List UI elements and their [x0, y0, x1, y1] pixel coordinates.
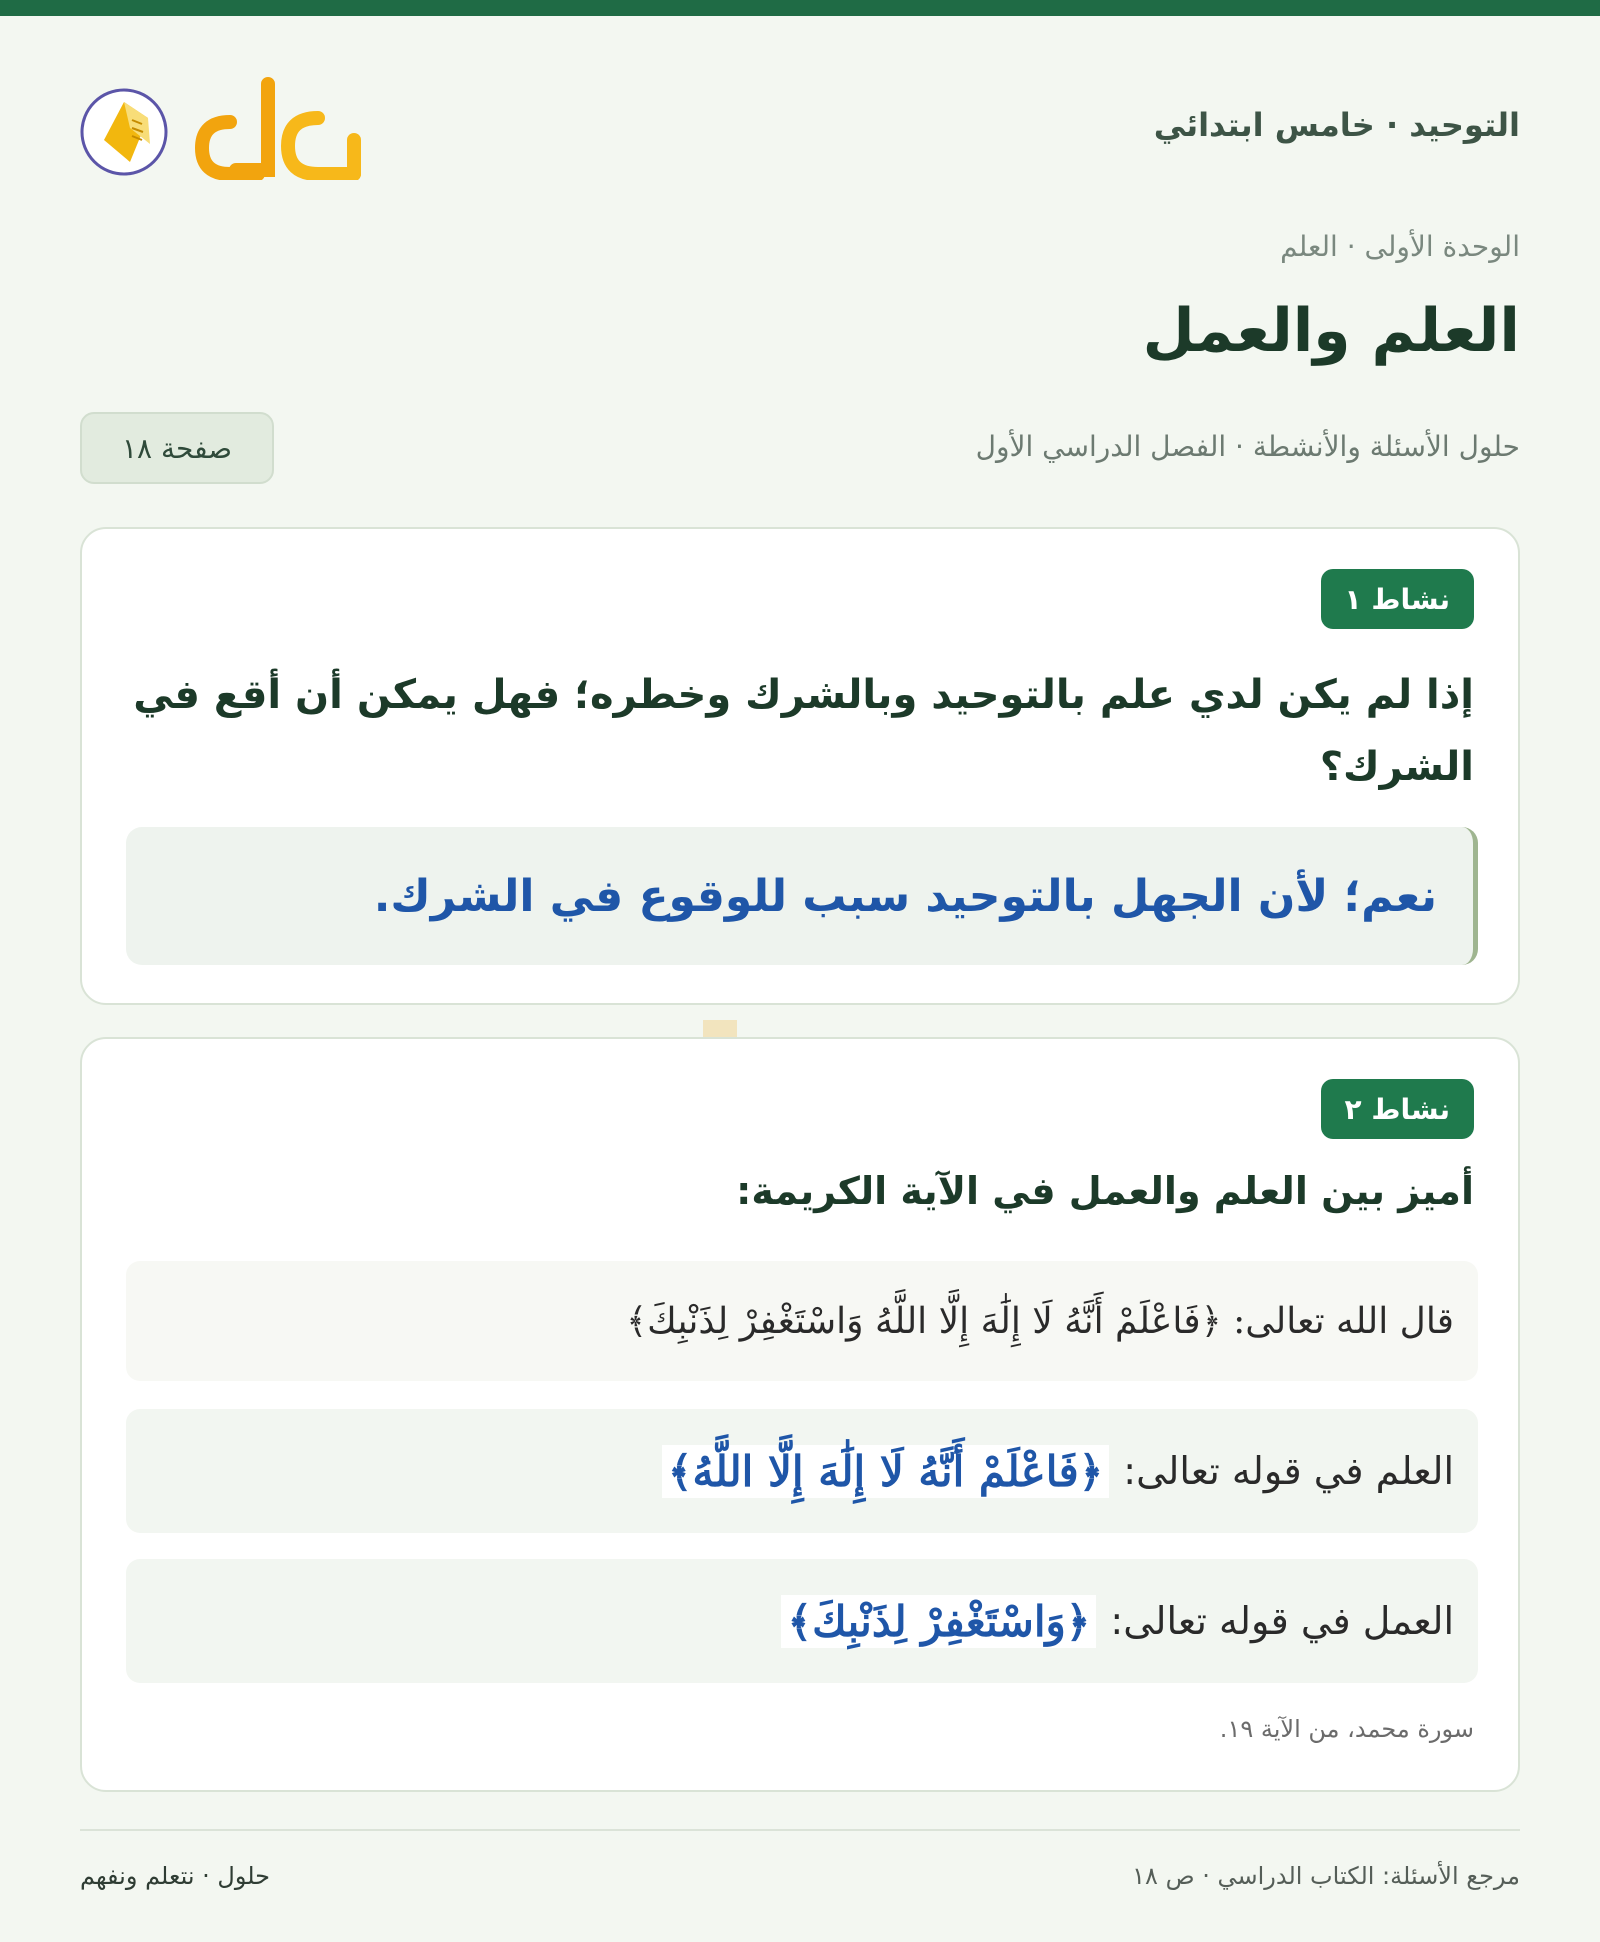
- verse-source: سورة محمد، من الآية ١٩.: [1219, 1715, 1474, 1743]
- activity-badge: نشاط ٢: [1321, 1079, 1474, 1139]
- answer-box: [126, 827, 1478, 965]
- verse-text: قال الله تعالى: ﴿فَاعْلَمْ أَنَّهُ لَا إِلَٰهَ إِلَّا اللَّهُ وَاسْتَغْفِرْ لِذَنْبِكَ﴾: [626, 1300, 1454, 1342]
- footer-reference: مرجع الأسئلة: الكتاب الدراسي · ص ١٨: [1132, 1862, 1520, 1890]
- action-verse: ﴿وَاسْتَغْفِرْ لِذَنْبِكَ﴾: [781, 1595, 1096, 1648]
- subject-title: التوحيد · خامس ابتدائي: [1153, 106, 1520, 144]
- answer-text: نعم؛ لأن الجهل بالتوحيد سبب للوقوع في الشرك.: [373, 870, 1437, 922]
- page-title: العلم والعمل: [1142, 296, 1520, 366]
- activity-card-2: [80, 1037, 1520, 1792]
- page-subtitle: حلول الأسئلة والأنشطة · الفصل الدراسي الأول: [975, 430, 1520, 463]
- activity-badge: نشاط ١: [1321, 569, 1474, 629]
- site-logo[interactable]: [80, 70, 370, 180]
- knowledge-verse: ﴿فَاعْلَمْ أَنَّهُ لَا إِلَٰهَ إِلَّا اللَّهُ﴾: [662, 1445, 1109, 1498]
- verse-row: [126, 1261, 1478, 1381]
- action-row: [126, 1559, 1478, 1683]
- action-label: العمل في قوله تعالى:: [1110, 1599, 1454, 1643]
- activity-card-1: [80, 527, 1520, 1005]
- knowledge-row: [126, 1409, 1478, 1533]
- footer-divider: [80, 1829, 1520, 1831]
- logo-book-icon: [82, 90, 166, 174]
- page-header: [80, 70, 1520, 180]
- knowledge-label: العلم في قوله تعالى:: [1123, 1449, 1454, 1493]
- activity-question: إذا لم يكن لدي علم بالتوحيد وبالشرك وخطره؛ فهل يمكن أن أقع في الشرك؟: [133, 672, 1474, 790]
- page-number-badge: صفحة ١٨: [80, 412, 274, 484]
- activity-question: أميز بين العلم والعمل في الآية الكريمة:: [736, 1169, 1474, 1213]
- breadcrumb: الوحدة الأولى · العلم: [1280, 230, 1520, 263]
- footer-brand[interactable]: حلول · نتعلم ونفهم: [80, 1862, 270, 1890]
- top-accent-bar: [0, 0, 1600, 16]
